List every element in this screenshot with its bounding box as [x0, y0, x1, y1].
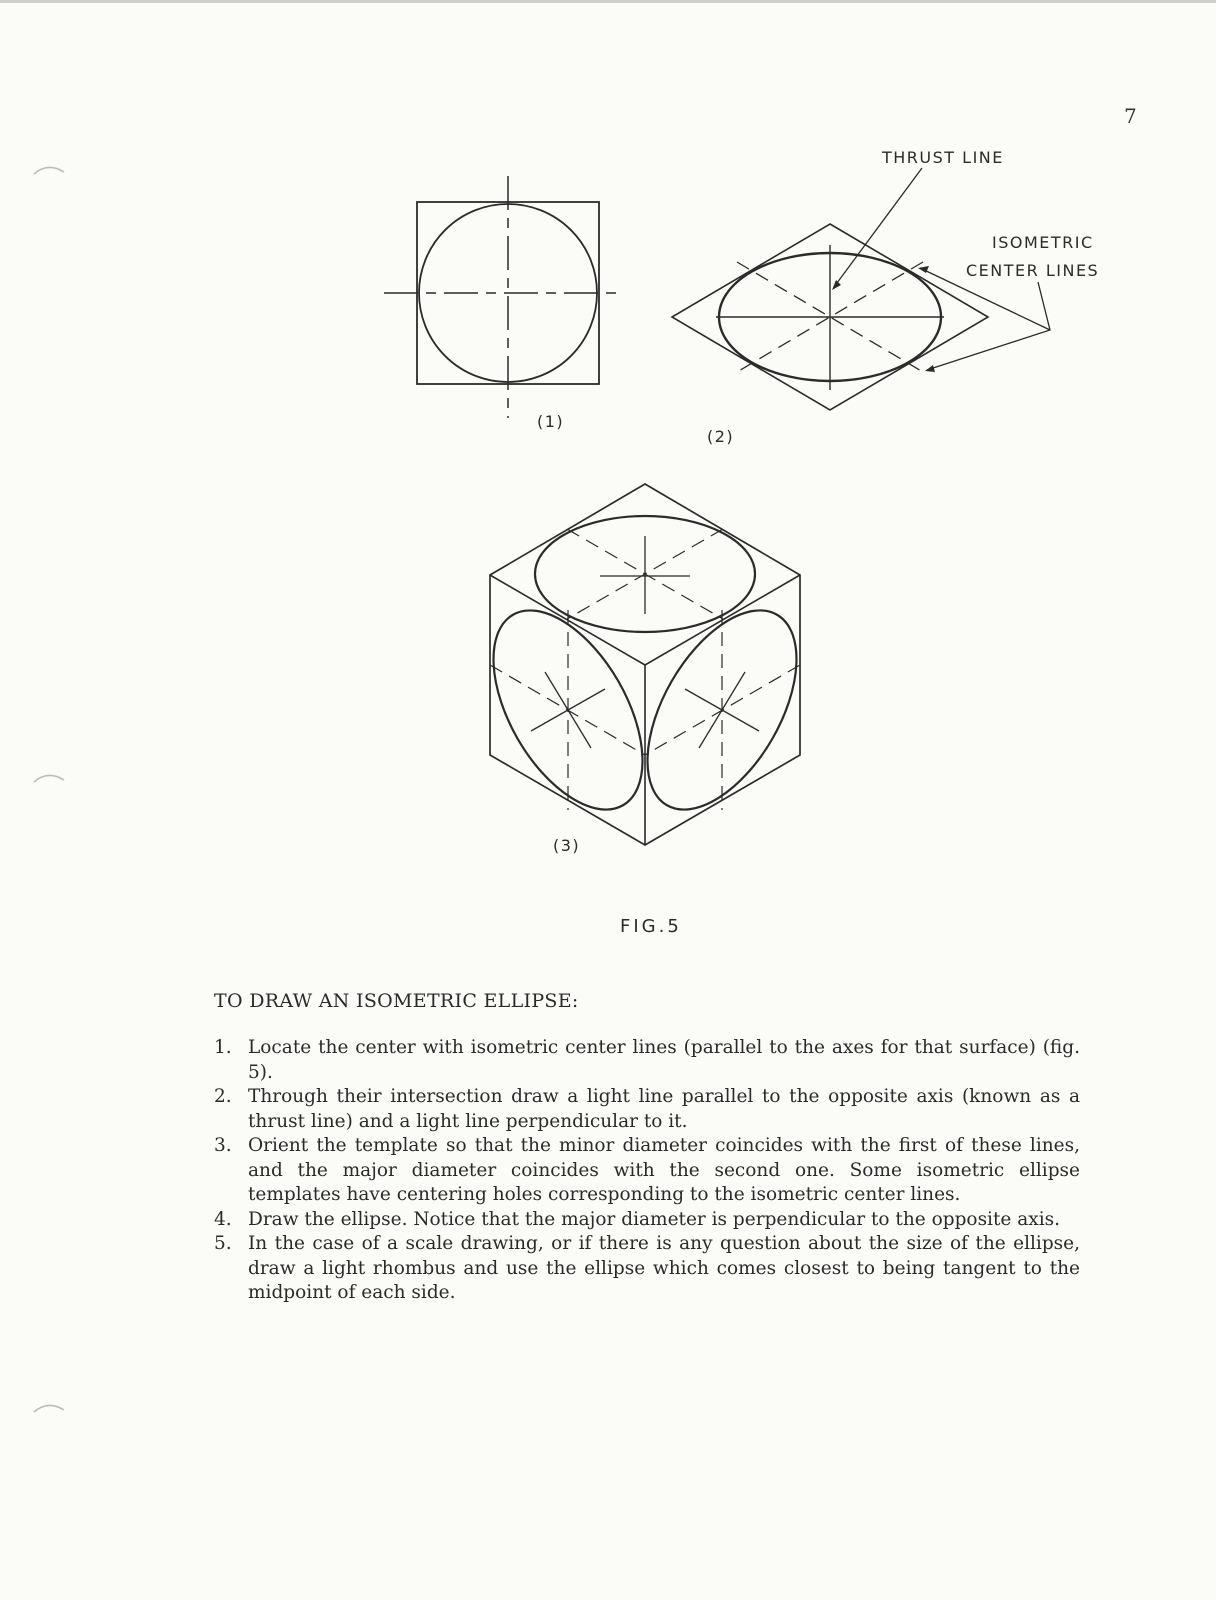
list-item — [214, 1036, 1080, 1085]
figure-2-caption: (2) — [707, 427, 735, 446]
isometric-cube-diagram — [463, 484, 827, 845]
section-heading: TO DRAW AN ISOMETRIC ELLIPSE: — [214, 990, 579, 1012]
binder-hole-mark-icon — [30, 1398, 70, 1414]
step-number: 2. — [214, 1086, 232, 1107]
step-number: 4. — [214, 1208, 232, 1230]
isometric-label: ISOMETRIC — [992, 233, 1094, 252]
figure-3-caption: (3) — [553, 836, 581, 855]
step-number: 5. — [214, 1233, 232, 1254]
list-item — [214, 1085, 1080, 1134]
step-text: Locate the center with isometric center lines (parallel to the axes for that surface) (fig. 5). — [248, 1037, 1080, 1083]
list-item — [214, 1134, 1080, 1208]
step-number: 1. — [214, 1037, 232, 1058]
step-text: Orient the template so that the minor diameter coincides with the first of these lines, and the major diameter coincides with the second one. Some isometric ellipse templates have centering holes corresponding to the isometric center lines. — [248, 1135, 1080, 1205]
ellipse-in-rhombus-diagram — [672, 168, 1050, 410]
page-number: 7 — [1124, 104, 1137, 128]
step-number: 3. — [214, 1135, 232, 1156]
steps-list — [214, 1036, 1080, 1306]
thrust-line-label: THRUST LINE — [882, 148, 1004, 167]
step-text: Draw the ellipse. Notice that the major diameter is perpendicular to the opposite axis. — [248, 1208, 1060, 1230]
center-lines-label: CENTER LINES — [966, 261, 1100, 280]
step-text: In the case of a scale drawing, or if there is any question about the size of the ellipse, draw a light rhombus and use the ellipse which comes closest to being tangent to the midpoint of each side. — [248, 1233, 1080, 1303]
circle-in-square-diagram — [384, 176, 616, 418]
list-item — [214, 1208, 1080, 1233]
figure-1-caption: (1) — [537, 412, 565, 431]
step-text: Through their intersection draw a light line parallel to the opposite axis (known as a thrust line) and a light line perpendicular to it. — [248, 1086, 1080, 1132]
figure-title: FIG.5 — [620, 916, 682, 937]
list-item — [214, 1232, 1080, 1306]
